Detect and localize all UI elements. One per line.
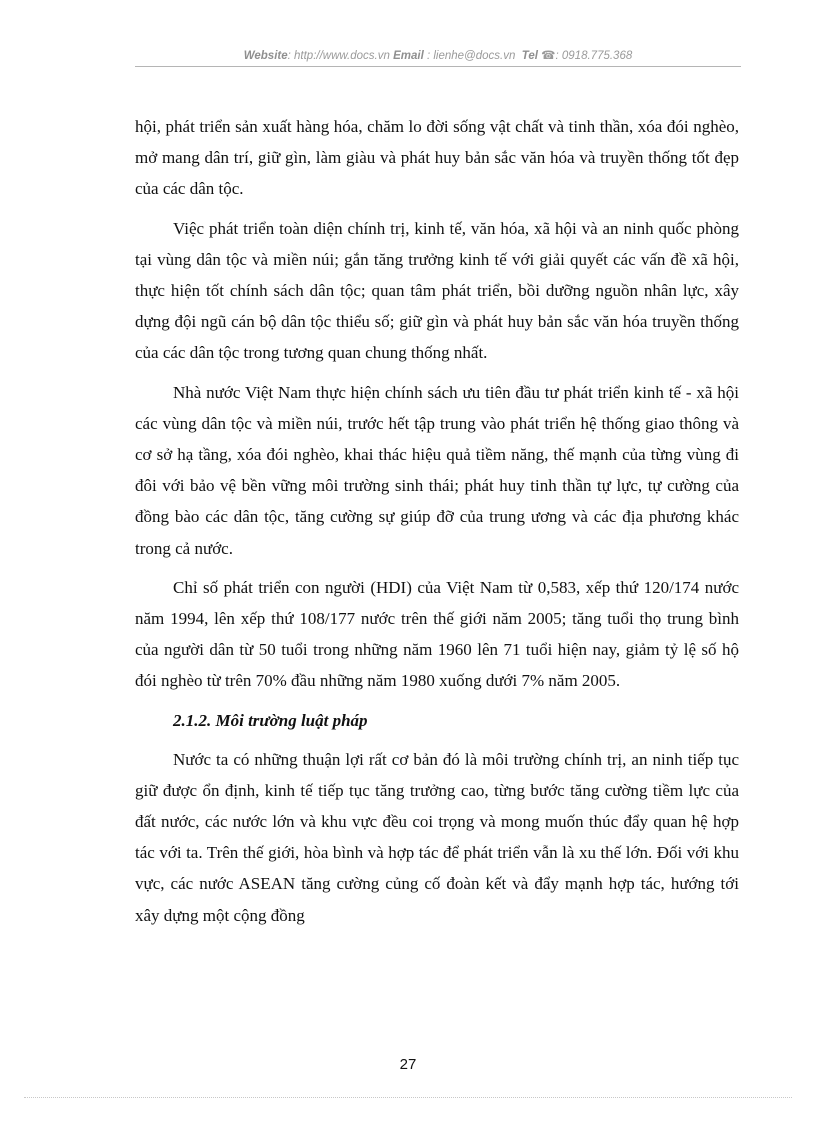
email-label: Email xyxy=(393,50,424,62)
website-value: : http://www.docs.vn xyxy=(287,50,394,62)
document-body xyxy=(135,111,739,939)
page-header xyxy=(135,48,741,62)
tel-label: Tel xyxy=(521,50,538,62)
header-divider xyxy=(135,66,741,67)
tel-value: : 0918.775.368 xyxy=(555,50,633,62)
email-value: : lienhe@docs.vn xyxy=(423,50,519,62)
paragraph-2: Việc phát triển toàn diện chính trị, kinh tế, văn hóa, xã hội và an ninh quốc phòng tại vùng dân tộc và miền núi; gắn tăng trưởng kinh tế với giải quyết các vấn đề xã hội, thực hiện tốt chính sách dân tộc; quan tâm phát triển, bồi dưỡng nguồn nhân lực, xây dựng đội ngũ cán bộ dân tộc thiểu số; giữ gìn và phát huy bản sắc văn hóa truyền thống của các dân tộc trong tương quan chung thống nhất. xyxy=(135,218,739,363)
page-number: 27 xyxy=(399,1056,417,1073)
paragraph-3: Nhà nước Việt Nam thực hiện chính sách ưu tiên đầu tư phát triển kinh tế - xã hội các vùng dân tộc và miền núi, trước hết tập trung vào phát triển hệ thống giao thông và cơ sở hạ tầng, xóa đói nghèo, khai thác hiệu quả tiềm năng, thế mạnh của từng vùng đi đôi với bảo vệ bền vững môi trường sinh thái; phát huy tinh thần tự lực, tự cường của đồng bào các dân tộc, tăng cường sự giúp đỡ của trung ương và các địa phương khác trong cả nước. xyxy=(135,382,739,558)
paragraph-1: hội, phát triển sản xuất hàng hóa, chăm lo đời sống vật chất và tinh thần, xóa đói nghèo, mở mang dân trí, giữ gìn, làm giàu và phát huy bản sắc văn hóa và truyền thống tốt đẹp của các dân tộc. xyxy=(135,117,739,199)
footer-divider xyxy=(24,1097,792,1098)
website-label: Website xyxy=(243,50,288,62)
section-heading: 2.1.2. Môi trường luật pháp xyxy=(173,710,368,730)
phone-icon: ☎ xyxy=(541,50,556,62)
paragraph-4: Chỉ số phát triển con người (HDI) của Việt Nam từ 0,583, xếp thứ 120/174 nước năm 1994, lên xếp thứ 108/177 nước trên thế giới năm 2005; tăng tuổi thọ trung bình của người dân từ 50 tuổi trong những năm 1960 lên 71 tuổi hiện nay, giảm tỷ lệ số hộ đói nghèo từ trên 70% đầu những năm 1980 xuống dưới 7% năm 2005. xyxy=(135,577,739,691)
paragraph-5: Nước ta có những thuận lợi rất cơ bản đó là môi trường chính trị, an ninh tiếp tục giữ được ổn định, kinh tế tiếp tục tăng trưởng cao, từng bước tăng cường tiềm lực của đất nước, các nước lớn và khu vực đều coi trọng và mong muốn thúc đẩy quan hệ hợp tác với ta. Trên thế giới, hòa bình và hợp tác để phát triển vẫn là xu thế lớn. Đối với khu vực, các nước ASEAN tăng cường củng cố đoàn kết và đẩy mạnh hợp tác, hướng tới xây dựng một cộng đồng xyxy=(135,749,739,925)
